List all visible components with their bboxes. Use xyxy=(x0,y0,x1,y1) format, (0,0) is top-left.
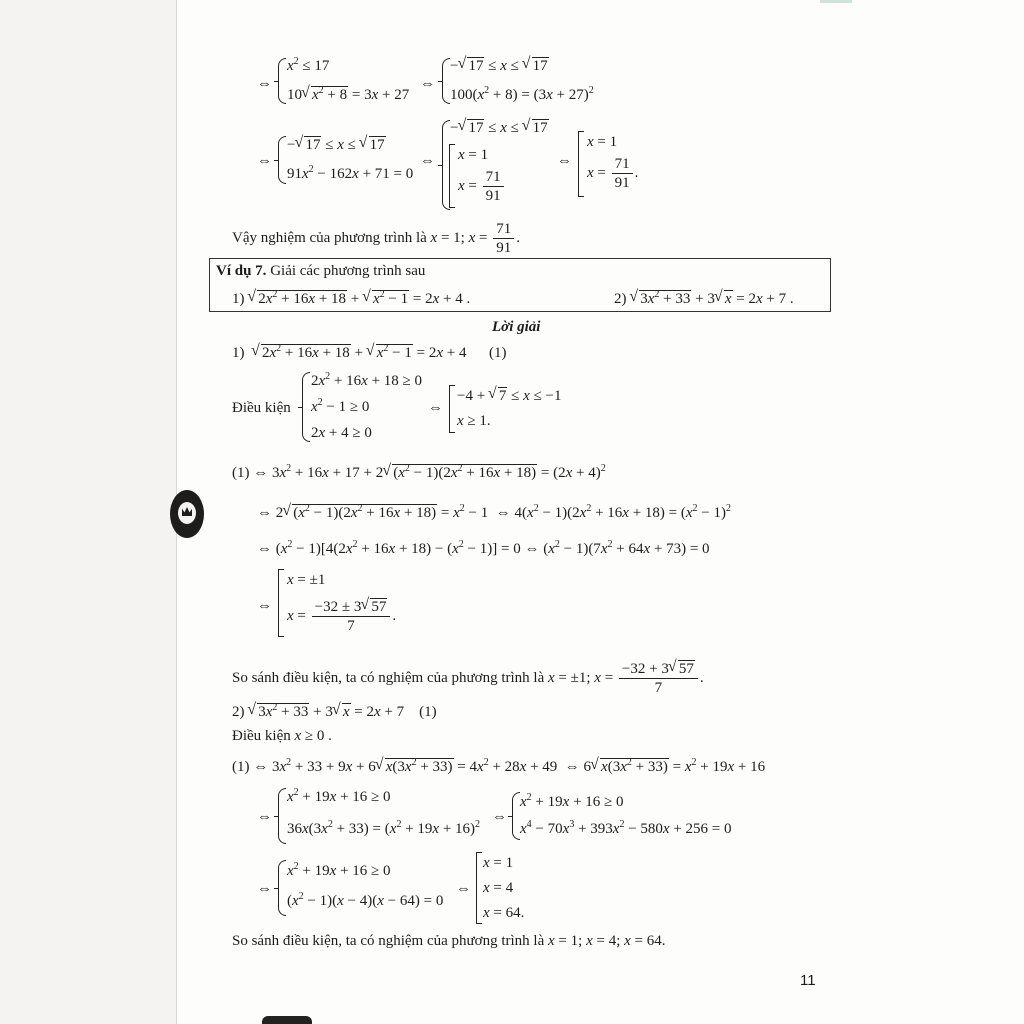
math-line: (1) ⇔ $3x^2 + 33 + 9x + 6√$ $x(3x^2 + 33) = 4x^2 + 28x + 49$ ⇔ 6√ $x(3x^2 + 33) = x^2 + 19x + 16$ xyxy=(232,758,765,776)
equiv: ⇔ xyxy=(257,153,272,169)
top-mark xyxy=(820,0,852,3)
example-eq-1: 1) √ $2x^2 + 16x + 18$ + √ $x^2 - 1 = 2x + 4$ . xyxy=(232,290,470,308)
math-line: −4 + √ 7 ≤ x ≤ −1 xyxy=(457,387,562,405)
publisher-stamp-icon xyxy=(170,490,204,538)
ink-blot xyxy=(262,1016,312,1024)
math-line: x = 1 xyxy=(483,855,514,871)
conclusion-line: Vậy nghiệm của phương trình là x = 1; x = $\frac{71}{91}$ . xyxy=(232,221,520,256)
math-line: x = $\frac{71}{91}$ . xyxy=(587,156,639,191)
math-line: $91x^2 - 162x + 71 = 0$ xyxy=(287,164,414,182)
math-line: (1) ⇔ $3x^2 + 16x + 17 + 2√$ $(x^2 - 1)(2x^2 + 16x + 18) = (2x + 4)^2$ xyxy=(232,464,606,482)
math-line: x = $\frac{-32 \pm 3√ 57}{7}$ . xyxy=(287,598,396,635)
equiv: ⇔ xyxy=(257,76,272,92)
math-line: $100(x^2 + 8) = (3x + 27)^2$ xyxy=(450,85,594,103)
math-line: $36x(3x^2 + 33) = (x^2 + 19x + 16)^2$ xyxy=(287,819,481,837)
math-line: x = 64. xyxy=(483,905,525,921)
math-line: $x^2 \le 17$ xyxy=(287,56,330,74)
math-line: $x^2 + 19x + 16 \ge 0$ xyxy=(520,792,624,810)
math-line: x = ±1 xyxy=(287,572,326,588)
math-line: Điều kiện x ≥ 0 . xyxy=(232,728,332,744)
math-line: ⇔ 2√ $(x^2 - 1)(2x^2 + 16x + 18) = x^2 - 1$ ⇔ $4(x^2 - 1)(2x^2 + 16x + 18) = (x^2 - 1)^2$ xyxy=(257,504,731,522)
math-line: −√ 17 ≤ x ≤ √ 17 xyxy=(450,119,549,137)
math-line: x = 1 xyxy=(458,147,489,163)
math-line: 10√ $x^2 + 8 = 3x + 27$ xyxy=(287,86,409,104)
math-line: x = 4 xyxy=(483,880,514,896)
solution-title: Lời giải xyxy=(492,319,541,335)
math-line: 2x + 4 ≥ 0 xyxy=(311,425,372,441)
math-line: 2) √ $3x^2 + 33 + 3√$ x = 2x + 7 (1) xyxy=(232,703,437,721)
math-line: $2x^2 + 16x + 18 \ge 0$ xyxy=(311,371,423,389)
math-line: x ≥ 1. xyxy=(457,413,491,429)
math-line: $x^2 - 1 \ge 0$ xyxy=(311,397,370,415)
page-number: 11 xyxy=(800,972,816,989)
example-header: Ví dụ 7. Giải các phương trình sau xyxy=(216,263,426,279)
equiv: ⇔ xyxy=(557,153,572,169)
equiv: ⇔ xyxy=(257,881,272,897)
math-line: $x^4 - 70x^3 + 393x^2 - 580x + 256 = 0$ xyxy=(520,819,732,837)
equiv: ⇔ xyxy=(428,400,443,416)
equiv: ⇔ xyxy=(456,881,471,897)
condition-label: Điều kiện xyxy=(232,400,291,416)
math-line: $x^2 + 19x + 16 \ge 0$ xyxy=(287,861,391,879)
conclusion-line: So sánh điều kiện, ta có nghiệm của phương trình là x = 1; x = 4; x = 64. xyxy=(232,933,666,949)
math-line: x = $\frac{71}{91}$ xyxy=(458,168,506,205)
equiv: ⇔ xyxy=(420,153,435,169)
math-line: $x^2 + 19x + 16 \ge 0$ xyxy=(287,787,391,805)
math-line: −√ 17 ≤ x ≤ √ 17 xyxy=(450,57,549,75)
equiv: ⇔ xyxy=(257,598,272,614)
example-eq-2: 2) √ $3x^2 + 33 + 3√$ x = 2x + 7 . xyxy=(614,290,794,308)
equiv: ⇔ xyxy=(492,809,507,825)
math-line: ⇔ $(x^2 - 1)[4(2x^2 + 16x + 18) - (x^2 - 1)] = 0$ ⇔ $(x^2 - 1)(7x^2 + 64x + 73) = 0$ xyxy=(257,539,710,557)
math-line: x = 1 xyxy=(587,134,618,150)
math-line: 1) √ $2x^2 + 16x + 18$ + √ $x^2 - 1 = 2x + 4$ (1) xyxy=(232,344,507,362)
math-line: $(x^2 - 1)(x - 4)(x - 64) = 0$ xyxy=(287,891,444,909)
equiv: ⇔ xyxy=(257,809,272,825)
equiv: ⇔ xyxy=(420,76,435,92)
math-line: −√ 17 ≤ x ≤ √ 17 xyxy=(287,136,386,154)
conclusion-line: So sánh điều kiện, ta có nghiệm của phương trình là x = ±1; x = $\frac{-32 + 3√ 57}{7}$ . xyxy=(232,660,704,697)
